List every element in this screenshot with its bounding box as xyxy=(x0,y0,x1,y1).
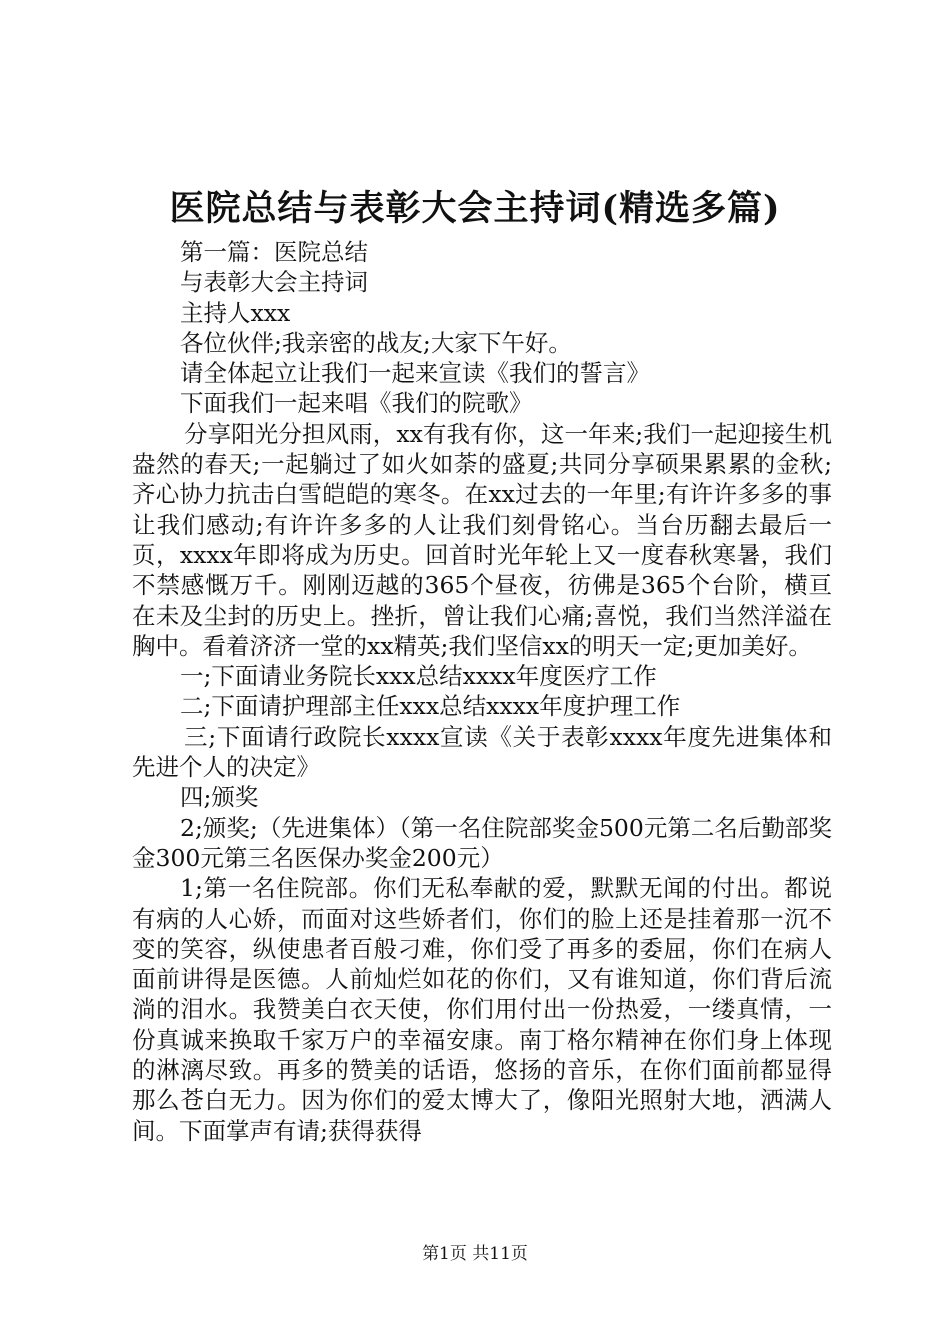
paragraph-agenda-2: 二;下面请护理部主任xxx总结xxxx年度护理工作 xyxy=(180,692,681,721)
paragraph-award-first-place: 1;第一名住院部。你们无私奉献的爱，默默无闻的付出。都说有病的人心娇，而面对这些娇者们，你们的脸上还是挂着那一沉不变的笑容，纵使患者百般刁难，你们受了再多的委屈，你们在病人面前讲得是医德。人前灿烂如花的你们，又有谁知道，你们背后流淌的泪水。我赞美白衣天使，你们用付出一份热爱，一缕真情，一份真诚来换取千家万户的幸福安康。南丁格尔精神在你们身上体现的淋漓尽致。再多的赞美的话语，悠扬的音乐，在你们面前都显得那么苍白无力。因为你们的爱太博大了，像阳光照射大地，洒满人间。下面掌声有请;获得获得 xyxy=(132,874,832,1145)
paragraph-host: 主持人xxx xyxy=(180,298,291,327)
paragraph-greeting: 各位伙伴;我亲密的战友;大家下午好。 xyxy=(180,328,572,357)
paragraph-agenda-3: 三;下面请行政院长xxxx宣读《关于表彰xxxx年度先进集体和先进个人的决定》 xyxy=(132,722,832,782)
paragraph-section-heading-cont: 与表彰大会主持词 xyxy=(180,268,368,297)
paragraph-agenda-1: 一;下面请业务院长xxx总结xxxx年度医疗工作 xyxy=(180,662,657,691)
paragraph-opening-speech: 分享阳光分担风雨，xx有我有你，这一年来;我们一起迎接生机盎然的春天;一起躺过了如火如荼的盛夏;共同分享硕果累累的金秋;齐心协力抗击白雪皑皑的寒冬。在xx过去的一年里;有许许多多的事让我们感动;有许许多多的人让我们刻骨铭心。当台历翻去最后一页，xxxx年即将成为历史。回首时光年轮上又一度春秋寒暑，我们不禁感慨万千。刚刚迈越的365个昼夜，彷佛是365个台阶，横亘在未及尘封的历史上。挫折，曾让我们心痛;喜悦，我们当然洋溢在胸中。看着济济一堂的xx精英;我们坚信xx的明天一定;更加美好。 xyxy=(132,419,832,660)
paragraph-award-collective: 2;颁奖;（先进集体）（第一名住院部奖金500元第二名后勤部奖金300元第三名医保办奖金200元） xyxy=(132,813,832,872)
document-title: 医院总结与表彰大会主持词(精选多篇) xyxy=(169,188,781,229)
paragraph-oath: 请全体起立让我们一起来宣读《我们的誓言》 xyxy=(180,359,650,388)
page-number-footer: 第1页 共11页 xyxy=(422,1244,528,1264)
document-body xyxy=(132,237,832,1146)
paragraph-agenda-4: 四;颁奖 xyxy=(180,783,259,812)
paragraph-anthem: 下面我们一起来唱《我们的院歌》 xyxy=(180,389,533,418)
paragraph-section-heading: 第一篇：医院总结 xyxy=(180,238,368,266)
